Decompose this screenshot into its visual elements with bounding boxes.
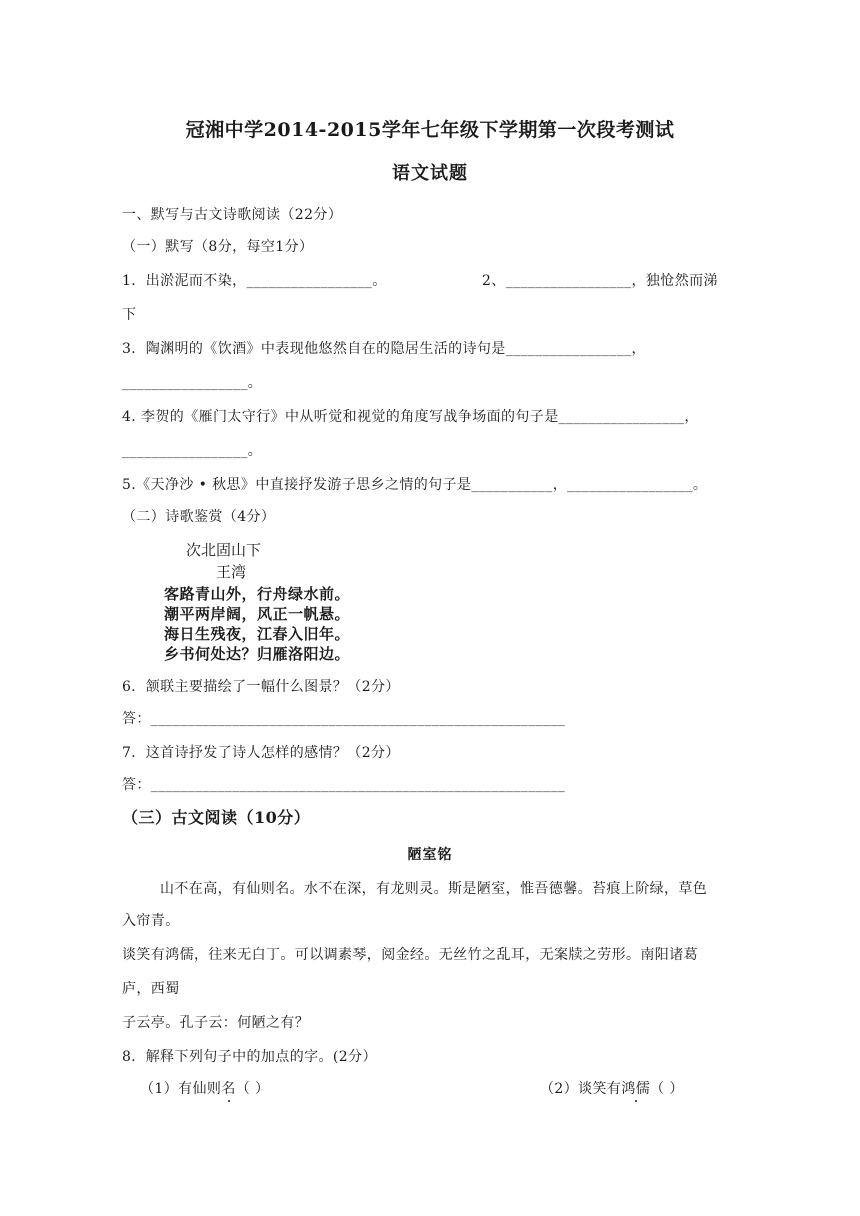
question-2: 2、_________________，独怆然而涕 (482, 273, 718, 289)
exam-title: 冠湘中学2014-2015学年七年级下学期第一次段考测试 (185, 119, 675, 141)
item-prefix: （2）谈笑有 (540, 1081, 622, 1097)
question-4: 4. 李贺的《雁门太守行》中从听觉和视觉的角度写战争场面的句子是_________________， (122, 409, 699, 425)
section-heading: 一、默写与古文诗歌阅读（22分） (122, 207, 343, 223)
question-1: 1．出淤泥而不染，_________________。 (122, 273, 387, 289)
passage-line: 庐，西蜀 (122, 981, 180, 997)
question-7: 7．这首诗抒发了诗人怎样的感情？（2分） (122, 745, 400, 761)
passage-line: 子云亭。孔子云：何陋之有？ (122, 1015, 310, 1031)
passage-line: 入帘青。 (122, 913, 180, 929)
dotted-character: 名 (221, 1081, 236, 1097)
question-5: 5.《天净沙 • 秋思》中直接抒发游子思乡之情的句子是___________，_________________。 (122, 477, 708, 493)
passage-line: 山不在高，有仙则名。水不在深，有龙则灵。斯是陋室，惟吾德馨。苔痕上阶绿，草色 (160, 881, 708, 897)
poem-line: 客路青山外，行舟绿水前。 (164, 585, 351, 603)
question-3-continued: _________________。 (122, 375, 263, 391)
question-4-continued: _________________。 (122, 443, 263, 459)
poem-line: 海日生残夜，江春入旧年。 (164, 625, 351, 643)
question-8-item-1 (140, 1080, 269, 1098)
poem-line: 潮平两岸阔，风正一帆悬。 (164, 605, 351, 623)
item-prefix: （1）有仙则 (140, 1081, 222, 1097)
answer-blank: （ ） (650, 1081, 684, 1097)
question-2-continued: 下 (122, 307, 137, 323)
subsection-classical: （三）古文阅读（10分） (122, 808, 311, 827)
question-6: 6．颔联主要描绘了一幅什么图景？（2分） (122, 679, 400, 695)
answer-blank: （ ） (235, 1081, 270, 1097)
question-7-answer: 答：________________________________________________________ (122, 777, 566, 793)
poem-line: 乡书何处达？归雁洛阳边。 (164, 645, 351, 663)
question-6-answer: 答：________________________________________________________ (122, 711, 566, 727)
subsection-dictation: （一）默写（8分，每空1分） (122, 239, 314, 255)
question-8: 8．解释下列句子中的加点的字。(2分） (122, 1049, 377, 1065)
question-3: 3．陶渊明的《饮酒》中表现他悠然自在的隐居生活的诗句是_________________， (122, 341, 646, 357)
subsection-poetry: （二）诗歌鉴赏（4分） (122, 509, 276, 525)
poem-title: 次北固山下 (186, 541, 262, 559)
exam-subtitle: 语文试题 (392, 163, 468, 184)
passage-title: 陋室铭 (407, 847, 453, 863)
question-8-item-2 (540, 1080, 684, 1098)
passage-line: 谈笑有鸿儒，往来无白丁。可以调素琴，阅金经。无丝竹之乱耳，无案牍之劳形。南阳诸葛 (122, 947, 698, 963)
poem-author: 王湾 (216, 563, 247, 581)
dotted-character: 鸿儒 (621, 1081, 651, 1097)
